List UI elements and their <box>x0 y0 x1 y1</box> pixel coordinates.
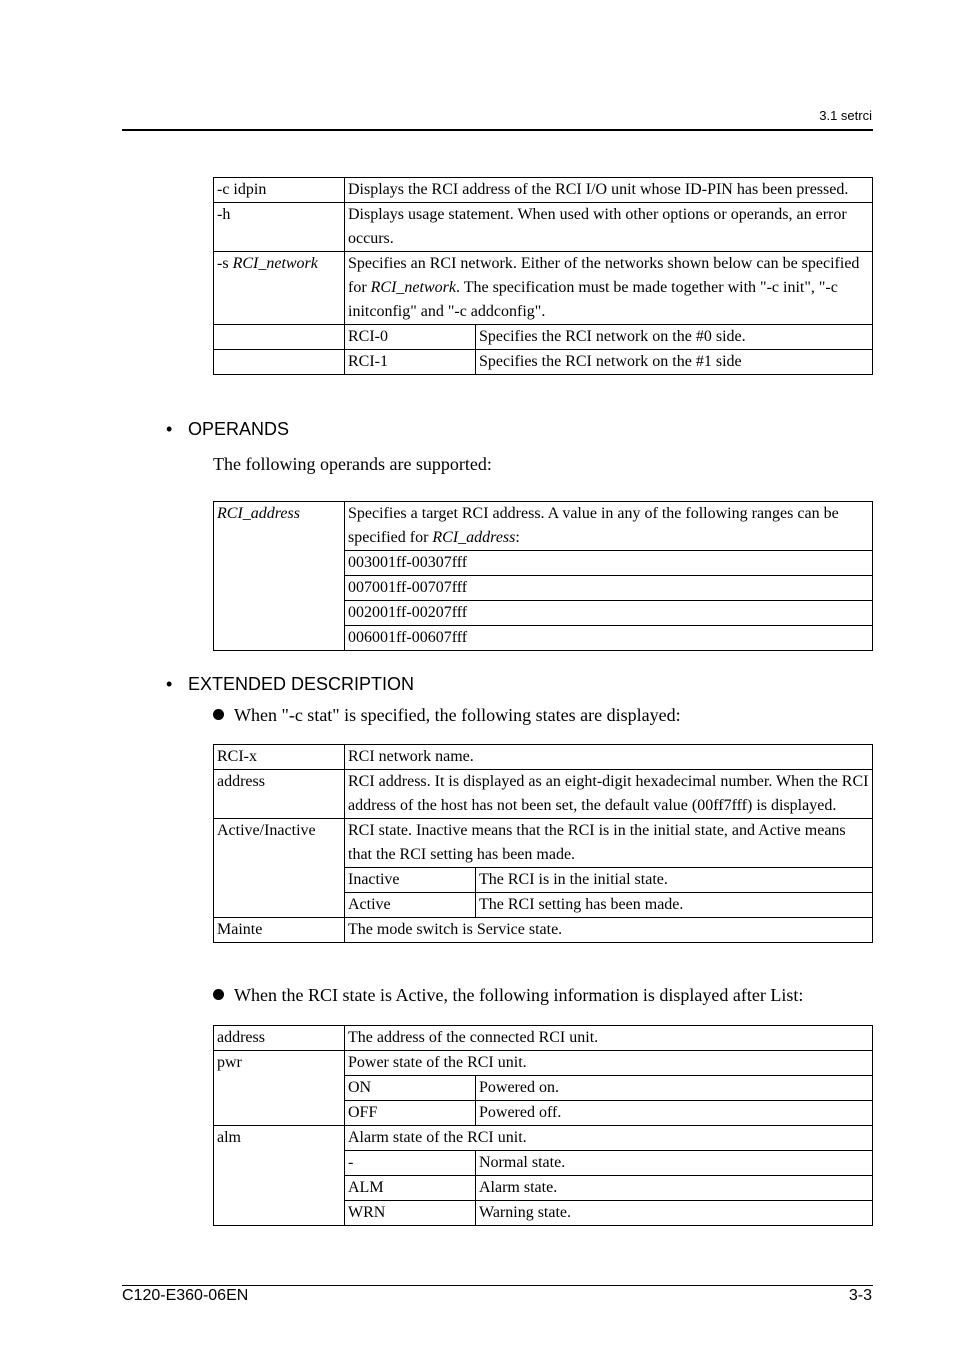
option-desc: Displays the RCI address of the RCI I/O unit whose ID-PIN has been pressed. <box>345 178 873 203</box>
value-desc: Warning state. <box>476 1201 873 1226</box>
table-row <box>214 203 873 252</box>
operands-heading <box>166 419 289 440</box>
state-name: Active <box>345 893 476 918</box>
value-desc: Powered off. <box>476 1101 873 1126</box>
stat-table <box>213 744 873 943</box>
value-desc: Normal state. <box>476 1151 873 1176</box>
field-name: Active/Inactive <box>214 819 345 918</box>
field-desc: Power state of the RCI unit. <box>345 1051 873 1076</box>
list-table <box>213 1025 873 1226</box>
heading-text: OPERANDS <box>188 419 290 439</box>
option-desc: Displays usage statement. When used with other options or operands, an error occurs. <box>345 203 873 252</box>
table-row <box>214 1026 873 1051</box>
heading-text: EXTENDED DESCRIPTION <box>188 674 415 694</box>
value-name: OFF <box>345 1101 476 1126</box>
bullet-icon: • <box>166 419 173 439</box>
document-id: C120-E360-06EN <box>122 1287 249 1304</box>
bullet-text: When "-c stat" is specified, the following states are displayed: <box>234 705 681 725</box>
address-range: 002001ff-00207fff <box>345 601 873 626</box>
empty-cell <box>214 350 345 375</box>
bullet-icon: • <box>166 674 173 694</box>
table-row <box>214 350 873 375</box>
field-desc: RCI address. It is displayed as an eight-digit hexadecimal number. When the RCI address of the host has not been set, the default value (00ff7fff) is displayed. <box>345 770 873 819</box>
table-row <box>214 745 873 770</box>
state-name: Inactive <box>345 868 476 893</box>
option-prefix: -s <box>217 255 233 272</box>
table-row <box>214 502 873 551</box>
option-arg: RCI_network <box>232 255 318 272</box>
operand-arg: RCI_address <box>217 505 300 522</box>
field-desc: Alarm state of the RCI unit. <box>345 1126 873 1151</box>
table-row <box>214 918 873 943</box>
table-row <box>214 178 873 203</box>
value-desc: Alarm state. <box>476 1176 873 1201</box>
page-number: 3-3 <box>848 1287 872 1304</box>
address-range: 003001ff-00307fff <box>345 551 873 576</box>
option-desc <box>345 252 873 325</box>
filled-circle-icon <box>213 989 224 1000</box>
desc-part: Specifies an RCI network. Either of the networks shown below can be specified for <box>348 255 860 296</box>
empty-cell <box>214 325 345 350</box>
value-desc: Powered on. <box>476 1076 873 1101</box>
field-name: RCI-x <box>214 745 345 770</box>
table-row <box>214 325 873 350</box>
operand-name <box>214 502 345 651</box>
field-desc: RCI network name. <box>345 745 873 770</box>
table-row <box>214 252 873 325</box>
state-desc: The RCI setting has been made. <box>476 893 873 918</box>
table-row <box>214 770 873 819</box>
desc-arg: RCI_network <box>370 279 456 296</box>
field-desc: RCI state. Inactive means that the RCI is in the initial state, and Active means that the RCI setting has been made. <box>345 819 873 868</box>
operands-intro: The following operands are supported: <box>213 454 492 474</box>
state-desc: The RCI is in the initial state. <box>476 868 873 893</box>
desc-part: Specifies a target RCI address. A value in any of the following ranges can be specified for <box>348 505 839 546</box>
network-desc: Specifies the RCI network on the #0 side. <box>476 325 873 350</box>
table-row <box>214 819 873 868</box>
network-name: RCI-1 <box>345 350 476 375</box>
option-name <box>214 252 345 325</box>
field-name: address <box>214 1026 345 1051</box>
filled-circle-icon <box>213 709 224 720</box>
running-header: 3.1 setrci <box>819 108 872 123</box>
footer-rule <box>122 1285 873 1286</box>
option-name: -c idpin <box>214 178 345 203</box>
value-name: ALM <box>345 1176 476 1201</box>
field-name: alm <box>214 1126 345 1226</box>
bullet-text: When the RCI state is Active, the following information is displayed after List: <box>234 985 804 1005</box>
address-range: 006001ff-00607fff <box>345 626 873 651</box>
header-rule <box>122 129 873 131</box>
table-row <box>214 1051 873 1076</box>
value-name: ON <box>345 1076 476 1101</box>
field-name: pwr <box>214 1051 345 1126</box>
operands-table <box>213 501 873 651</box>
value-name: - <box>345 1151 476 1176</box>
address-range: 007001ff-00707fff <box>345 576 873 601</box>
extended-heading <box>166 674 414 695</box>
field-name: address <box>214 770 345 819</box>
field-desc: The address of the connected RCI unit. <box>345 1026 873 1051</box>
option-name: -h <box>214 203 345 252</box>
desc-part: . The specification must be made together with "-c init", "-c initconfig" and "-c addconfig". <box>348 279 838 320</box>
field-desc: The mode switch is Service state. <box>345 918 873 943</box>
operand-desc <box>345 502 873 551</box>
field-name: Mainte <box>214 918 345 943</box>
network-desc: Specifies the RCI network on the #1 side <box>476 350 873 375</box>
value-name: WRN <box>345 1201 476 1226</box>
stat-bullet <box>213 705 681 726</box>
options-table <box>213 177 873 375</box>
table-row <box>214 1126 873 1151</box>
list-bullet <box>213 985 803 1006</box>
desc-part: : <box>515 529 520 546</box>
desc-arg: RCI_address <box>432 529 516 546</box>
network-name: RCI-0 <box>345 325 476 350</box>
